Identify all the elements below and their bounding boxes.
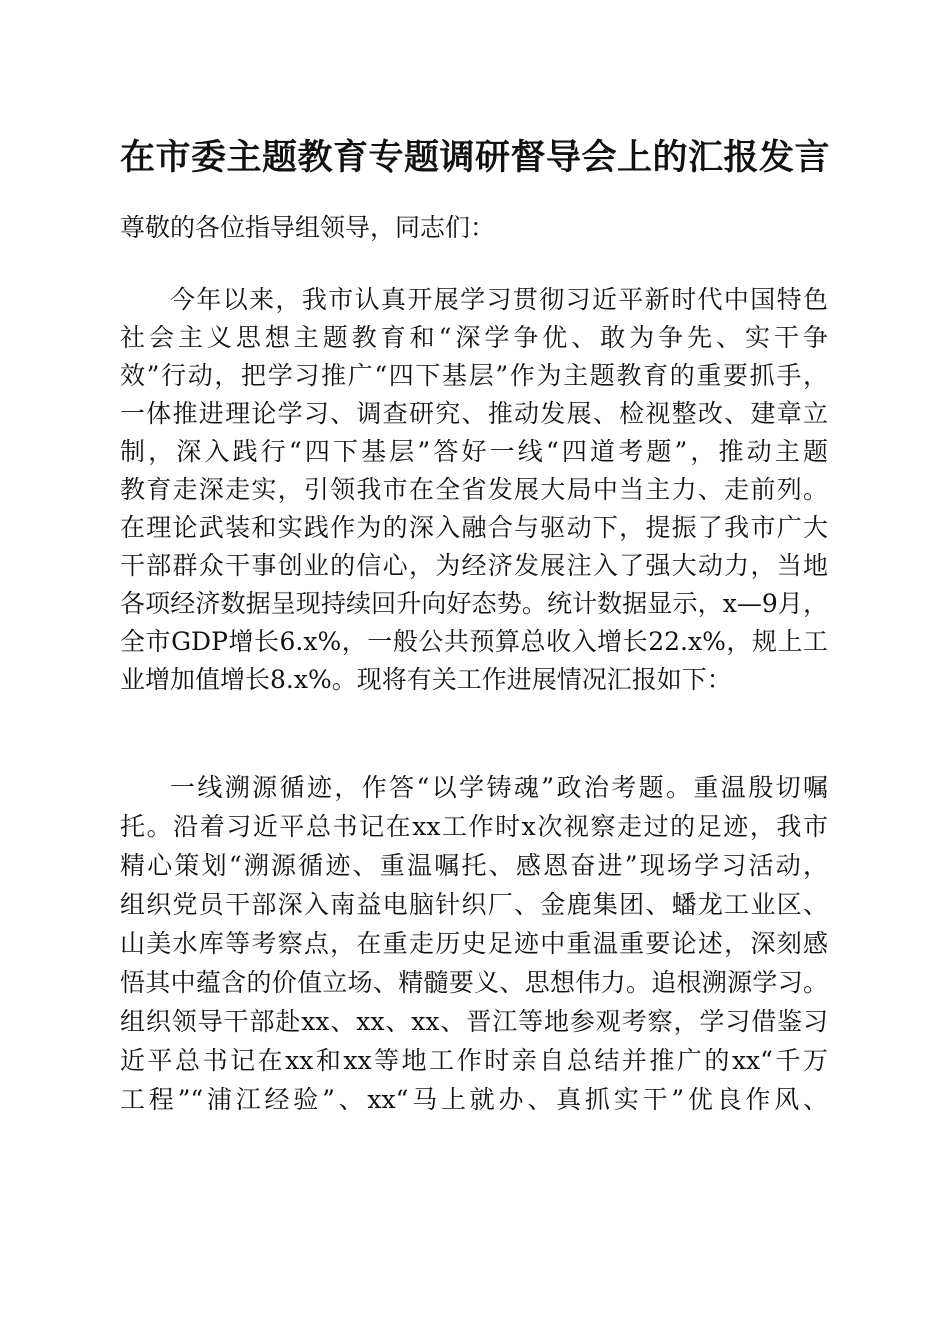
paragraph-line: 全市GDP增长6.x%，一般公共预算总收入增长22.x%，规上工 bbox=[120, 627, 828, 656]
paragraph-line: 制，深入践行“四下基层”答好一线“四道考题”，推动主题 bbox=[120, 437, 828, 466]
paragraph-line: 近平总书记在xx和xx等地工作时亲自总结并推广的xx“千万 bbox=[120, 1046, 828, 1075]
paragraph-line: 效”行动，把学习推广“四下基层”作为主题教育的重要抓手， bbox=[120, 361, 828, 390]
paragraph-line: 组织党员干部深入南益电脑针织厂、金鹿集团、蟠龙工业区、 bbox=[120, 890, 828, 919]
paragraph-line: 一线溯源循迹，作答“以学铸魂”政治考题。重温殷切嘱 bbox=[170, 773, 828, 802]
paragraph-line: 组织领导干部赴xx、xx、xx、晋江等地参观考察，学习借鉴习 bbox=[120, 1007, 828, 1036]
paragraph-line: 教育走深走实，引领我市在全省发展大局中当主力、走前列。 bbox=[120, 475, 828, 504]
paragraph-line: 工程”“浦江经验”、xx“马上就办、真抓实干”优良作风、 bbox=[120, 1085, 828, 1114]
paragraph-line: 悟其中蕴含的价值立场、精髓要义、思想伟力。追根溯源学习。 bbox=[120, 968, 828, 997]
paragraph-line: 业增加值增长8.x%。现将有关工作进展情况汇报如下： bbox=[120, 665, 732, 694]
paragraph-line: 一体推进理论学习、调查研究、推动发展、检视整改、建章立 bbox=[120, 399, 828, 428]
paragraph-line: 今年以来，我市认真开展学习贯彻习近平新时代中国特色 bbox=[170, 285, 828, 314]
paragraph-line: 干部群众干事创业的信心，为经济发展注入了强大动力，当地 bbox=[120, 551, 828, 580]
paragraph-line: 各项经济数据呈现持续回升向好态势。统计数据显示，x—9月， bbox=[120, 589, 828, 618]
paragraph-line: 在理论武装和实践作为的深入融合与驱动下，提振了我市广大 bbox=[120, 513, 828, 542]
paragraph-line: 托。沿着习近平总书记在xx工作时x次视察走过的足迹，我市 bbox=[120, 812, 828, 841]
salutation: 尊敬的各位指导组领导，同志们： bbox=[120, 213, 496, 242]
paragraph-line: 精心策划“溯源循迹、重温嘱托、感恩奋进”现场学习活动， bbox=[120, 851, 828, 880]
paragraph-line: 山美水库等考察点，在重走历史足迹中重温重要论述，深刻感 bbox=[120, 929, 828, 958]
paragraph-line: 社会主义思想主题教育和“深学争优、敢为争先、实干争 bbox=[120, 323, 828, 352]
document-title: 在市委主题教育专题调研督导会上的汇报发言 bbox=[119, 137, 830, 178]
